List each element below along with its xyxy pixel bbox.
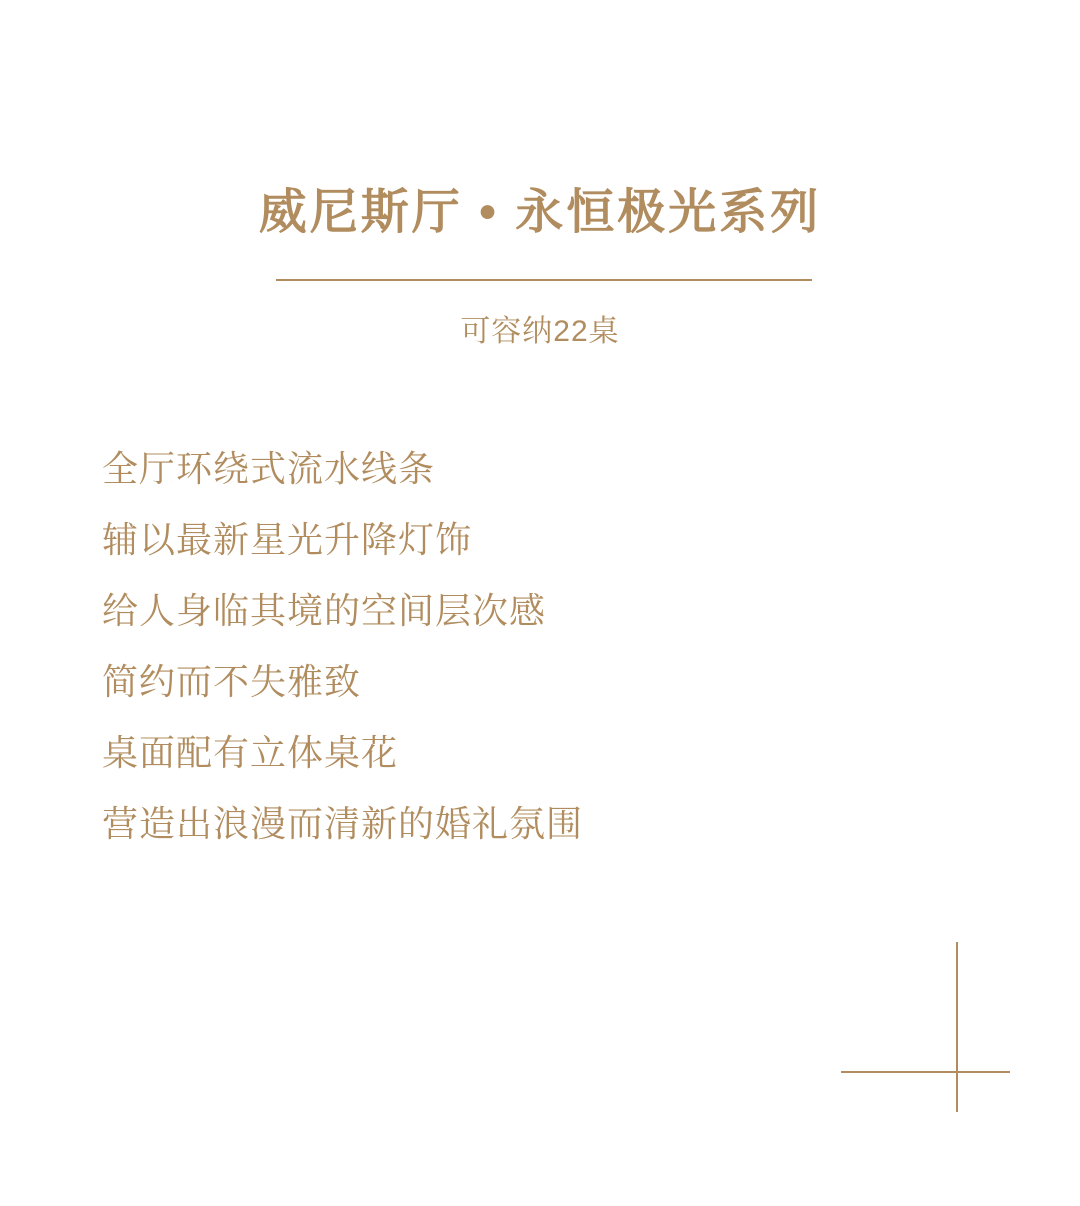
page-title: 威尼斯厅 • 永恒极光系列 xyxy=(258,186,822,239)
description-block xyxy=(102,433,583,859)
description-line-4: 简约而不失雅致 xyxy=(102,661,362,702)
description-line-5: 桌面配有立体桌花 xyxy=(102,732,399,773)
description-line-3: 给人身临其境的空间层次感 xyxy=(102,590,547,631)
title-divider xyxy=(276,279,812,281)
description-line-1: 全厅环绕式流水线条 xyxy=(102,448,436,489)
crosshair-vertical-line xyxy=(956,942,958,1112)
description-line-6: 营造出浪漫而清新的婚礼氛围 xyxy=(102,803,584,844)
crosshair-horizontal-line xyxy=(841,1071,1010,1073)
capacity-subtitle: 可容纳22桌 xyxy=(460,315,620,348)
description-line-2: 辅以最新星光升降灯饰 xyxy=(102,519,473,560)
